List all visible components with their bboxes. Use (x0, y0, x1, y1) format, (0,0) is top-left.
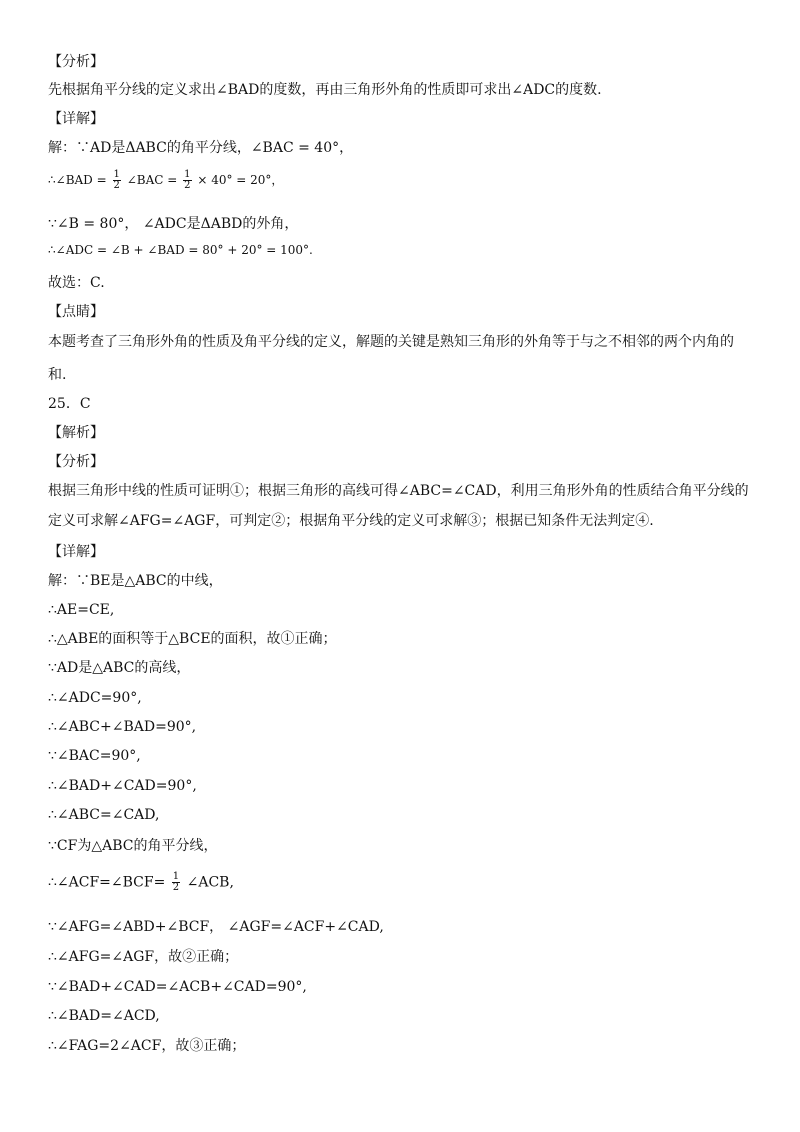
fraction-half-3 (172, 872, 180, 893)
detail-heading-2: 【详解】 (48, 544, 104, 560)
solution-line-3: ∵∠B = 80°， ∠ADC是ΔABD的外角， (48, 216, 299, 232)
step-line: ∴∠ABC=∠CAD, (48, 807, 160, 823)
detail-heading: 【详解】 (48, 111, 104, 127)
fraction-numerator: 1 (113, 169, 120, 180)
comment-heading: 【点睛】 (48, 304, 104, 320)
step-line: 解：∵BE是△ABC的中线， (48, 573, 223, 589)
step-line: ∵∠BAC=90°, (48, 748, 141, 764)
solution-line-2 (48, 170, 283, 191)
step-line: ∴AE=CE, (48, 602, 115, 618)
step-line-fraction (48, 872, 234, 893)
bad-expression: ∴∠BAD = (48, 173, 107, 187)
acb-expression: ∠ACB, (186, 874, 234, 891)
step-line: ∵∠BAD+∠CAD=∠ACB+∠CAD=90°, (48, 979, 307, 995)
fraction-half (113, 170, 121, 191)
fraction-numerator-2: 1 (184, 169, 191, 180)
fraction-denominator-3: 2 (172, 882, 180, 893)
step-line: ∴∠AFG=∠AGF，故②正确； (48, 949, 239, 965)
fraction-denominator-2: 2 (184, 180, 191, 191)
step-line: ∴∠BAD=∠ACD, (48, 1008, 160, 1024)
step-line: ∴∠BAD+∠CAD=90°, (48, 778, 197, 794)
analysis-heading-2: 【分析】 (48, 454, 104, 470)
analysis-text-2a: 根据三角形中线的性质可证明①；根据三角形的高线可得∠ABC=∠CAD，利用三角形外角的性质结合角平分线的 (48, 483, 749, 499)
step-line: ∴△ABE的面积等于△BCE的面积，故①正确； (48, 631, 337, 647)
comment-text-1: 本题考查了三角形外角的性质及角平分线的定义，解题的关键是熟知三角形的外角等于与之不相邻的两个内角的 (48, 334, 734, 350)
step-line: ∵CF为△ABC的角平分线， (48, 838, 218, 854)
fraction-denominator: 2 (113, 180, 120, 191)
step-line: ∴∠ABC+∠BAD=90°, (48, 719, 197, 735)
fraction-half-2 (183, 170, 191, 191)
answer-choice: 故选：C. (48, 275, 105, 291)
solution-line-4: ∴∠ADC = ∠B + ∠BAD = 80° + 20° = 100°. (48, 243, 313, 257)
solution-line-1: 解：∵AD是ΔABC的角平分线，∠BAC = 40°， (48, 140, 354, 156)
question-number: 25．C (48, 396, 91, 412)
fraction-numerator-3: 1 (172, 871, 180, 882)
step-line: ∵∠AFG=∠ABD+∠BCF， ∠AGF=∠ACF+∠CAD, (48, 919, 384, 935)
bad-result: × 40° = 20°， (197, 173, 284, 187)
acf-expression: ∴∠ACF=∠BCF= (48, 874, 166, 891)
step-line: ∴∠FAG=2∠ACF，故③正确； (48, 1038, 246, 1054)
comment-text-2: 和. (48, 367, 67, 383)
parse-heading: 【解析】 (48, 425, 104, 441)
step-line: ∴∠ADC=90°, (48, 690, 142, 706)
analysis-text-2b: 定义可求解∠AFG=∠AGF，可判定②；根据角平分线的定义可求解③；根据已知条件无法判定④. (48, 513, 654, 529)
analysis-text: 先根据角平分线的定义求出∠BAD的度数，再由三角形外角的性质即可求出∠ADC的度数. (48, 82, 602, 98)
step-line: ∵AD是△ABC的高线， (48, 660, 191, 676)
analysis-heading: 【分析】 (48, 54, 104, 70)
bac-expression: ∠BAC = (126, 173, 178, 187)
